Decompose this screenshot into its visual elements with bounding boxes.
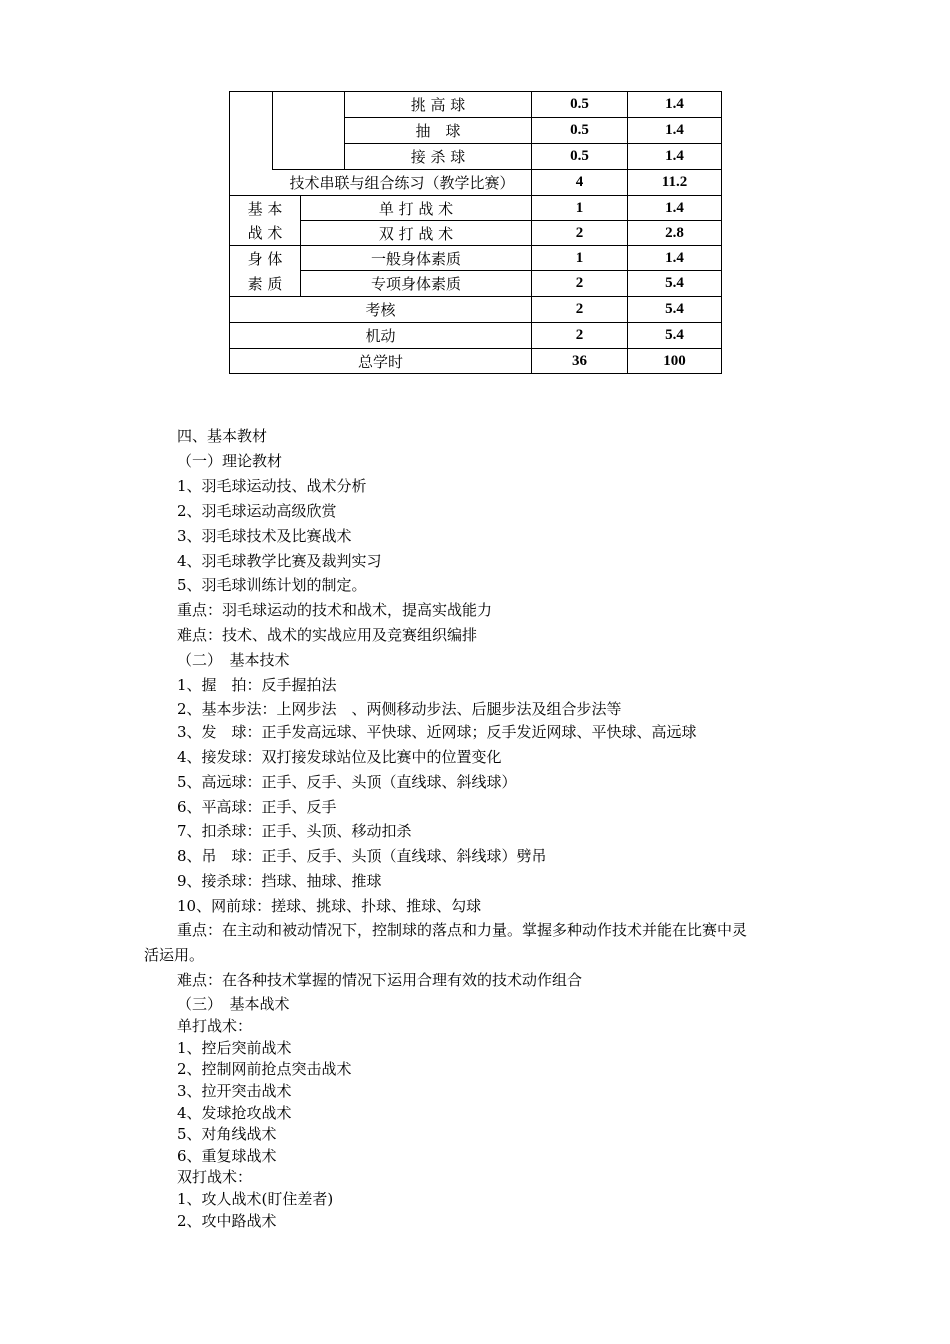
table-cell-item: 双 打 战 术 <box>378 224 454 243</box>
table-cell-percent: 100 <box>663 352 686 369</box>
table-border <box>272 91 273 170</box>
list-item: 3、发 球：正手发高远球、平快球、近网球；反手发近网球、平快球、高远球 <box>177 723 697 741</box>
list-item: 2、羽毛球运动高级欣赏 <box>177 502 337 520</box>
hours-table <box>0 0 950 380</box>
table-cell-hours: 0.5 <box>570 122 589 138</box>
table-cell-hours: 2 <box>575 327 584 343</box>
table-cell-item: 考核 <box>365 301 396 319</box>
list-item: 1、羽毛球运动技、战术分析 <box>177 477 367 495</box>
table-cell-item: 机动 <box>365 327 396 345</box>
table-cell-hours: 2 <box>575 301 584 317</box>
table-cell-percent: 2.8 <box>665 224 684 241</box>
list-item: 2、控制网前抢点突击战术 <box>177 1060 352 1078</box>
table-cell-item: 技术串联与组合练习（教学比赛） <box>289 174 515 192</box>
table-cell-hours: 36 <box>572 352 587 369</box>
table-cell-percent: 1.4 <box>665 249 684 266</box>
list-item: 1、控后突前战术 <box>177 1039 292 1057</box>
list-item: 8、吊 球：正手、反手、头顶（直线球、斜线球）劈吊 <box>177 847 547 865</box>
table-cell-percent: 1.4 <box>665 122 684 138</box>
list-item: 9、接杀球：挡球、抽球、推球 <box>177 872 382 890</box>
table-cell-percent: 5.4 <box>665 301 684 317</box>
list-item: 6、重复球战术 <box>177 1147 277 1165</box>
table-cell-percent: 5.4 <box>665 275 684 291</box>
table-cell-percent: 1.4 <box>665 199 684 216</box>
table-cell-item: 挑 高 球 <box>410 96 466 114</box>
key-point-continued: 活运用。 <box>144 946 205 964</box>
table-cell-hours: 1 <box>575 249 584 266</box>
key-point: 重点：羽毛球运动的技术和战术，提高实战能力 <box>177 601 493 619</box>
table-cell-item: 专项身体素质 <box>370 275 461 293</box>
list-item: 3、拉开突击战术 <box>177 1082 292 1100</box>
table-cell-item: 抽 球 <box>415 122 461 140</box>
list-item: 6、平高球：正手、反手 <box>177 798 337 816</box>
list-item: 4、发球抢攻战术 <box>177 1104 292 1122</box>
list-heading: 双打战术： <box>177 1168 253 1186</box>
list-item: 2、基本步法：上网步法 、两侧移动步法、后腿步法及组合步法等 <box>177 700 622 718</box>
list-item: 7、扣杀球：正手、头顶、移动扣杀 <box>177 822 412 840</box>
subsection-heading: （二） 基本技术 <box>177 651 290 669</box>
group-label-tactics-1: 基 本 <box>247 199 283 218</box>
difficult-point: 难点：技术、战术的实战应用及竞赛组织编排 <box>177 626 478 644</box>
list-item: 3、羽毛球技术及比赛战术 <box>177 527 352 545</box>
group-label-tactics-2: 战 术 <box>247 224 283 242</box>
section-heading: 四、基本教材 <box>177 427 268 445</box>
subsection-heading: （三） 基本战术 <box>177 995 290 1013</box>
table-cell-hours: 2 <box>575 224 584 241</box>
table-cell-percent: 1.4 <box>665 148 684 164</box>
table-cell-hours: 0.5 <box>570 96 589 112</box>
table-cell-percent: 5.4 <box>665 327 684 343</box>
table-cell-percent: 1.4 <box>665 96 684 112</box>
table-cell-hours: 2 <box>575 275 584 291</box>
key-point: 重点：在主动和被动情况下，控制球的落点和力量。掌握多种动作技术并能在比赛中灵 <box>177 921 748 939</box>
list-item: 5、高远球：正手、反手、头顶（直线球、斜线球） <box>177 773 517 791</box>
table-border <box>229 373 722 374</box>
list-heading: 单打战术： <box>177 1017 253 1035</box>
table-cell-item: 总学时 <box>357 352 403 371</box>
table-cell-item: 单 打 战 术 <box>378 199 454 218</box>
subsection-heading: （一）理论教材 <box>177 452 283 470</box>
group-label-fitness-2: 素 质 <box>247 275 283 293</box>
table-cell-item: 一般身体素质 <box>370 249 461 268</box>
list-item: 5、羽毛球训练计划的制定。 <box>177 576 367 594</box>
table-cell-item: 接 杀 球 <box>410 148 466 166</box>
list-item: 4、接发球：双打接发球站位及比赛中的位置变化 <box>177 748 502 766</box>
group-label-fitness-1: 身 体 <box>247 249 283 268</box>
list-item: 4、羽毛球教学比赛及裁判实习 <box>177 552 382 570</box>
list-item: 10、网前球：搓球、挑球、扑球、推球、勾球 <box>177 897 482 915</box>
list-item: 2、攻中路战术 <box>177 1212 277 1230</box>
list-item: 1、握 拍：反手握拍法 <box>177 676 337 694</box>
table-border <box>721 91 722 374</box>
difficult-point: 难点：在各种技术掌握的情况下运用合理有效的技术动作组合 <box>177 971 583 989</box>
table-cell-hours: 1 <box>575 199 584 216</box>
list-item: 1、攻人战术(盯住差者) <box>177 1190 334 1208</box>
table-cell-hours: 4 <box>575 174 584 190</box>
list-item: 5、对角线战术 <box>177 1125 277 1143</box>
table-cell-percent: 11.2 <box>661 174 688 190</box>
table-cell-hours: 0.5 <box>570 148 589 164</box>
